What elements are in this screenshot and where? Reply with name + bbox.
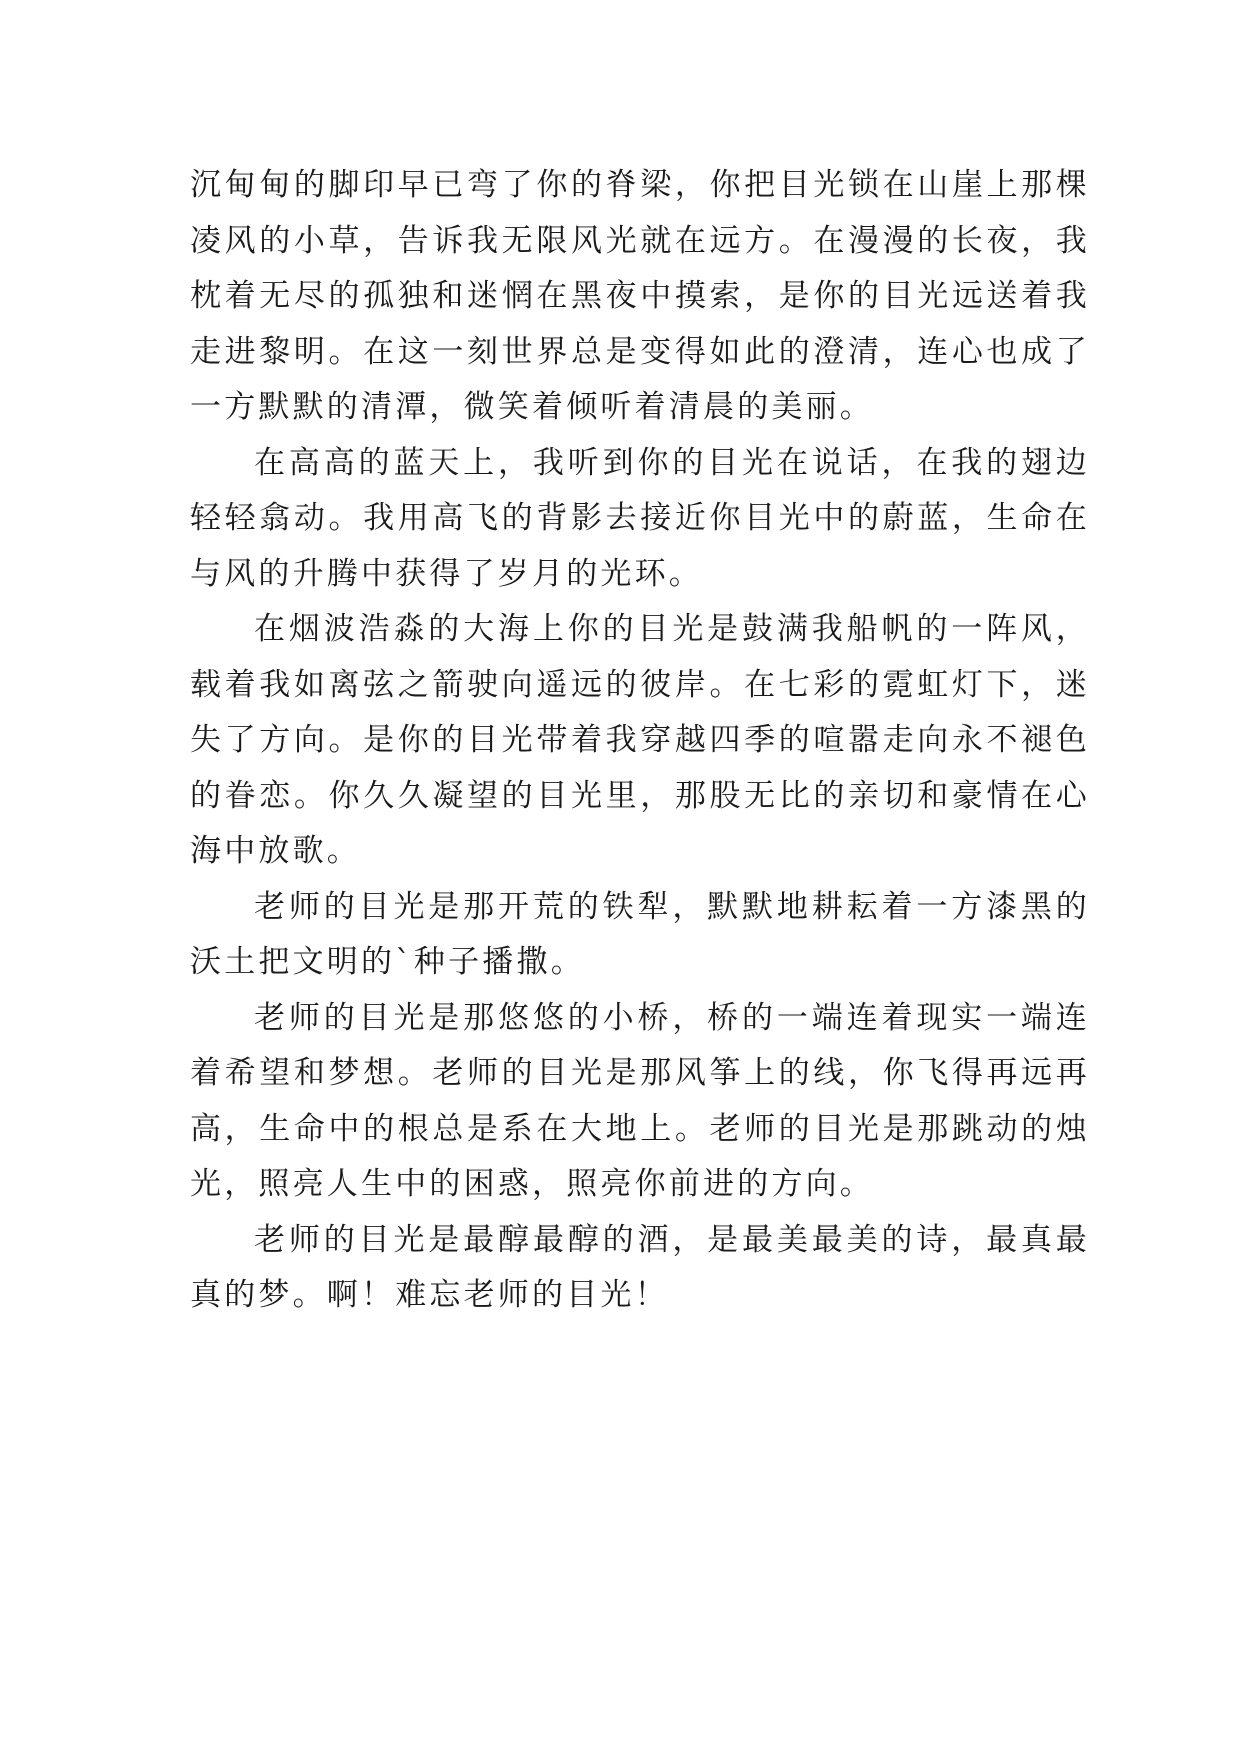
paragraph-5: 老师的目光是那悠悠的小桥，桥的一端连着现实一端连着希望和梦想。老师的目光是那风筝上的线，你飞得再远再高，生命中的根总是系在大地上。老师的目光是那跳动的烛光，照亮人生中的困惑，照亮你前进的方向。 [190,999,1090,1202]
paragraph-2: 在高高的蓝天上，我听到你的目光在说话，在我的翅边轻轻翕动。我用高飞的背影去接近你目光中的蔚蓝，生命在与风的升腾中获得了岁月的光环。 [190,444,1090,592]
paragraph-6: 老师的目光是最醇最醇的酒，是最美最美的诗，最真最真的梦。啊！难忘老师的目光！ [190,1221,1090,1313]
document-body [190,158,1090,1324]
paragraph-3: 在烟波浩淼的大海上你的目光是鼓满我船帆的一阵风，载着我如离弦之箭驶向遥远的彼岸。在七彩的霓虹灯下，迷失了方向。是你的目光带着我穿越四季的喧嚣走向永不褪色的眷恋。你久久凝望的目光里，那股无比的亲切和豪情在心海中放歌。 [190,611,1090,869]
paragraph-1: 沉甸甸的脚印早已弯了你的脊梁，你把目光锁在山崖上那棵凌风的小草，告诉我无限风光就在远方。在漫漫的长夜，我枕着无尽的孤独和迷惘在黑夜中摸索，是你的目光远送着我走进黎明。在这一刻世界总是变得如此的澄清，连心也成了一方默默的清潭，微笑着倾听着清晨的美丽。 [190,167,1090,425]
paragraph-4: 老师的目光是那开荒的铁犁，默默地耕耘着一方漆黑的沃土把文明的`种子播撒。 [190,888,1090,980]
